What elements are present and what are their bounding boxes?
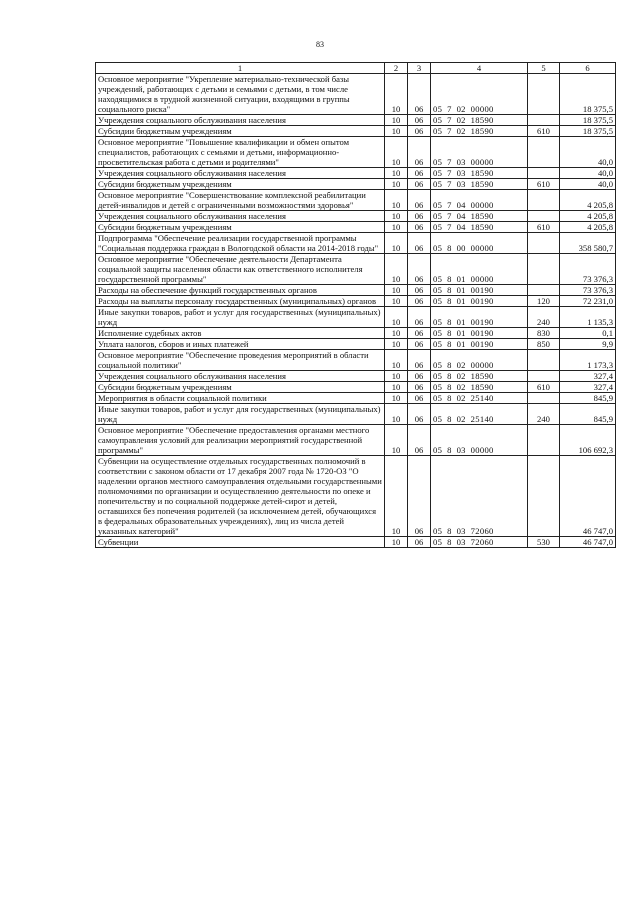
row-amount: 845,9: [560, 404, 616, 425]
row-name: Основное мероприятие "Повышение квалификации и обмен опытом специалистов, работающих с семьями и детьми, информационно-просветительская работа с детьми и родителями": [96, 137, 385, 168]
row-section: 10: [385, 74, 408, 115]
row-target-article: 05 8 01 00190: [431, 296, 528, 307]
row-subsection: 06: [408, 307, 431, 328]
row-section: 10: [385, 537, 408, 548]
row-target-article: 05 7 03 18590: [431, 179, 528, 190]
row-subsection: 06: [408, 456, 431, 537]
row-expense-type: [528, 425, 560, 456]
row-subsection: 06: [408, 382, 431, 393]
row-subsection: 06: [408, 168, 431, 179]
row-expense-type: 530: [528, 537, 560, 548]
row-section: 10: [385, 296, 408, 307]
row-section: 10: [385, 179, 408, 190]
row-subsection: 06: [408, 74, 431, 115]
row-section: 10: [385, 339, 408, 350]
row-name: Иные закупки товаров, работ и услуг для государственных (муниципальных) нужд: [96, 404, 385, 425]
row-subsection: 06: [408, 233, 431, 254]
row-name: Расходы на обеспечение функций государственных органов: [96, 285, 385, 296]
table-row: [96, 425, 616, 456]
row-subsection: 06: [408, 222, 431, 233]
row-subsection: 06: [408, 190, 431, 211]
row-subsection: 06: [408, 254, 431, 285]
row-expense-type: [528, 211, 560, 222]
row-target-article: 05 8 01 00190: [431, 339, 528, 350]
row-target-article: 05 7 02 18590: [431, 126, 528, 137]
row-section: 10: [385, 456, 408, 537]
row-name: Субсидии бюджетным учреждениям: [96, 179, 385, 190]
row-expense-type: 830: [528, 328, 560, 339]
table-row: [96, 456, 616, 537]
row-amount: 327,4: [560, 382, 616, 393]
page-number: 83: [316, 40, 324, 49]
header-col-5: 5: [528, 63, 560, 74]
row-section: 10: [385, 137, 408, 168]
row-amount: 4 205,8: [560, 222, 616, 233]
table-row: [96, 328, 616, 339]
row-name: Основное мероприятие "Обеспечение проведения мероприятий в области социальной политики": [96, 350, 385, 371]
table-row: [96, 126, 616, 137]
table-row: [96, 404, 616, 425]
row-name: Мероприятия в области социальной политики: [96, 393, 385, 404]
row-section: 10: [385, 222, 408, 233]
row-target-article: 05 7 03 00000: [431, 137, 528, 168]
row-section: 10: [385, 254, 408, 285]
row-amount: 73 376,3: [560, 285, 616, 296]
row-target-article: 05 8 02 18590: [431, 371, 528, 382]
row-section: 10: [385, 115, 408, 126]
row-amount: 1 135,3: [560, 307, 616, 328]
header-col-3: 3: [408, 63, 431, 74]
row-name: Субвенции на осуществление отдельных государственных полномочий в соответствии с законом области от 17 декабря 2007 года № 1720-ОЗ "О наделении органов местного самоуправления отдельными государственными полномочиями по организации и осуществлению деятельности по опеке и попечительству и по социальной поддержке детей-сирот и детей, оставшихся без попечения родителей (за исключением детей, обучающихся в федеральных образовательных учреждениях), лиц из числа детей указанных категорий": [96, 456, 385, 537]
row-amount: 4 205,8: [560, 211, 616, 222]
row-amount: 40,0: [560, 168, 616, 179]
table-row: [96, 339, 616, 350]
table-row: [96, 296, 616, 307]
row-name: Исполнение судебных актов: [96, 328, 385, 339]
table-row: [96, 254, 616, 285]
row-expense-type: [528, 393, 560, 404]
table-row: [96, 115, 616, 126]
row-name: Субвенции: [96, 537, 385, 548]
row-amount: 18 375,5: [560, 74, 616, 115]
row-target-article: 05 8 02 18590: [431, 382, 528, 393]
header-col-2: 2: [385, 63, 408, 74]
table-row: [96, 307, 616, 328]
row-target-article: 05 7 04 18590: [431, 222, 528, 233]
row-amount: 46 747,0: [560, 537, 616, 548]
row-subsection: 06: [408, 339, 431, 350]
row-name: Уплата налогов, сборов и иных платежей: [96, 339, 385, 350]
header-col-4: 4: [431, 63, 528, 74]
row-subsection: 06: [408, 393, 431, 404]
row-section: 10: [385, 404, 408, 425]
row-expense-type: [528, 233, 560, 254]
table-row: [96, 537, 616, 548]
row-expense-type: [528, 115, 560, 126]
row-target-article: 05 8 00 00000: [431, 233, 528, 254]
row-name: Основное мероприятие "Обеспечение предоставления органами местного самоуправления условий для реализации мероприятий государственной программы": [96, 425, 385, 456]
row-amount: 72 231,0: [560, 296, 616, 307]
row-amount: 106 692,3: [560, 425, 616, 456]
row-amount: 18 375,5: [560, 115, 616, 126]
row-name: Расходы на выплаты персоналу государственных (муниципальных) органов: [96, 296, 385, 307]
row-target-article: 05 7 02 18590: [431, 115, 528, 126]
row-expense-type: [528, 371, 560, 382]
row-expense-type: [528, 285, 560, 296]
row-expense-type: 610: [528, 222, 560, 233]
row-subsection: 06: [408, 425, 431, 456]
row-section: 10: [385, 382, 408, 393]
row-section: 10: [385, 371, 408, 382]
row-expense-type: 850: [528, 339, 560, 350]
row-amount: 0,1: [560, 328, 616, 339]
table-row: [96, 371, 616, 382]
row-expense-type: [528, 74, 560, 115]
row-target-article: 05 8 01 00190: [431, 328, 528, 339]
row-expense-type: 120: [528, 296, 560, 307]
row-section: 10: [385, 328, 408, 339]
row-target-article: 05 8 02 25140: [431, 393, 528, 404]
table-row: [96, 190, 616, 211]
row-expense-type: 240: [528, 307, 560, 328]
row-target-article: 05 8 03 72060: [431, 456, 528, 537]
row-subsection: 06: [408, 371, 431, 382]
row-expense-type: [528, 456, 560, 537]
row-section: 10: [385, 233, 408, 254]
table-row: [96, 382, 616, 393]
row-amount: 845,9: [560, 393, 616, 404]
table-row: [96, 211, 616, 222]
row-name: Учреждения социального обслуживания населения: [96, 211, 385, 222]
row-expense-type: [528, 168, 560, 179]
table-row: [96, 350, 616, 371]
row-section: 10: [385, 190, 408, 211]
row-amount: 46 747,0: [560, 456, 616, 537]
row-expense-type: 610: [528, 179, 560, 190]
row-expense-type: 610: [528, 382, 560, 393]
row-expense-type: 240: [528, 404, 560, 425]
row-section: 10: [385, 126, 408, 137]
row-name: Подпрограмма "Обеспечение реализации государственной программы "Социальная поддержка граждан в Вологодской области на 2014-2018 годы": [96, 233, 385, 254]
row-name: Субсидии бюджетным учреждениям: [96, 126, 385, 137]
table-row: [96, 222, 616, 233]
row-amount: 9,9: [560, 339, 616, 350]
row-subsection: 06: [408, 115, 431, 126]
row-amount: 40,0: [560, 137, 616, 168]
row-section: 10: [385, 425, 408, 456]
row-amount: 73 376,3: [560, 254, 616, 285]
row-target-article: 05 8 01 00190: [431, 285, 528, 296]
header-col-1: 1: [96, 63, 385, 74]
row-section: 10: [385, 168, 408, 179]
row-target-article: 05 7 03 18590: [431, 168, 528, 179]
row-name: Основное мероприятие "Совершенствование комплексной реабилитации детей-инвалидов и детей с ограниченными возможностями здоровья": [96, 190, 385, 211]
table-row: [96, 137, 616, 168]
row-amount: 18 375,5: [560, 126, 616, 137]
row-amount: 4 205,8: [560, 190, 616, 211]
row-section: 10: [385, 211, 408, 222]
row-name: Субсидии бюджетным учреждениям: [96, 382, 385, 393]
row-name: Иные закупки товаров, работ и услуг для государственных (муниципальных) нужд: [96, 307, 385, 328]
row-expense-type: [528, 350, 560, 371]
table-row: [96, 393, 616, 404]
table-row: [96, 168, 616, 179]
table-header-row: [96, 63, 616, 74]
row-target-article: 05 8 01 00190: [431, 307, 528, 328]
row-target-article: 05 8 03 72060: [431, 537, 528, 548]
row-name: Учреждения социального обслуживания населения: [96, 168, 385, 179]
table-row: [96, 179, 616, 190]
row-target-article: 05 8 01 00000: [431, 254, 528, 285]
row-section: 10: [385, 307, 408, 328]
row-subsection: 06: [408, 296, 431, 307]
row-amount: 327,4: [560, 371, 616, 382]
row-expense-type: [528, 190, 560, 211]
row-subsection: 06: [408, 404, 431, 425]
row-subsection: 06: [408, 328, 431, 339]
row-name: Субсидии бюджетным учреждениям: [96, 222, 385, 233]
table-row: [96, 74, 616, 115]
row-target-article: 05 7 04 18590: [431, 211, 528, 222]
header-col-6: 6: [560, 63, 616, 74]
row-subsection: 06: [408, 179, 431, 190]
row-target-article: 05 8 03 00000: [431, 425, 528, 456]
row-subsection: 06: [408, 537, 431, 548]
row-target-article: 05 7 02 00000: [431, 74, 528, 115]
table-row: [96, 233, 616, 254]
row-expense-type: 610: [528, 126, 560, 137]
row-subsection: 06: [408, 285, 431, 296]
row-name: Основное мероприятие "Укрепление материально-технической базы учреждений, работающих с детьми и семьями с детьми, в том числе находящимися в трудной жизненной ситуации, входящими в группы социального риска": [96, 74, 385, 115]
row-subsection: 06: [408, 350, 431, 371]
row-expense-type: [528, 137, 560, 168]
row-expense-type: [528, 254, 560, 285]
row-amount: 1 173,3: [560, 350, 616, 371]
row-section: 10: [385, 350, 408, 371]
row-name: Основное мероприятие "Обеспечение деятельности Департамента социальной защиты населения области как ответственного исполнителя государственной программы": [96, 254, 385, 285]
row-section: 10: [385, 393, 408, 404]
budget-table: [95, 62, 616, 548]
row-amount: 40,0: [560, 179, 616, 190]
row-target-article: 05 7 04 00000: [431, 190, 528, 211]
row-subsection: 06: [408, 211, 431, 222]
row-subsection: 06: [408, 126, 431, 137]
row-amount: 358 580,7: [560, 233, 616, 254]
row-section: 10: [385, 285, 408, 296]
row-target-article: 05 8 02 00000: [431, 350, 528, 371]
row-name: Учреждения социального обслуживания населения: [96, 115, 385, 126]
table-row: [96, 285, 616, 296]
row-subsection: 06: [408, 137, 431, 168]
row-name: Учреждения социального обслуживания населения: [96, 371, 385, 382]
row-target-article: 05 8 02 25140: [431, 404, 528, 425]
